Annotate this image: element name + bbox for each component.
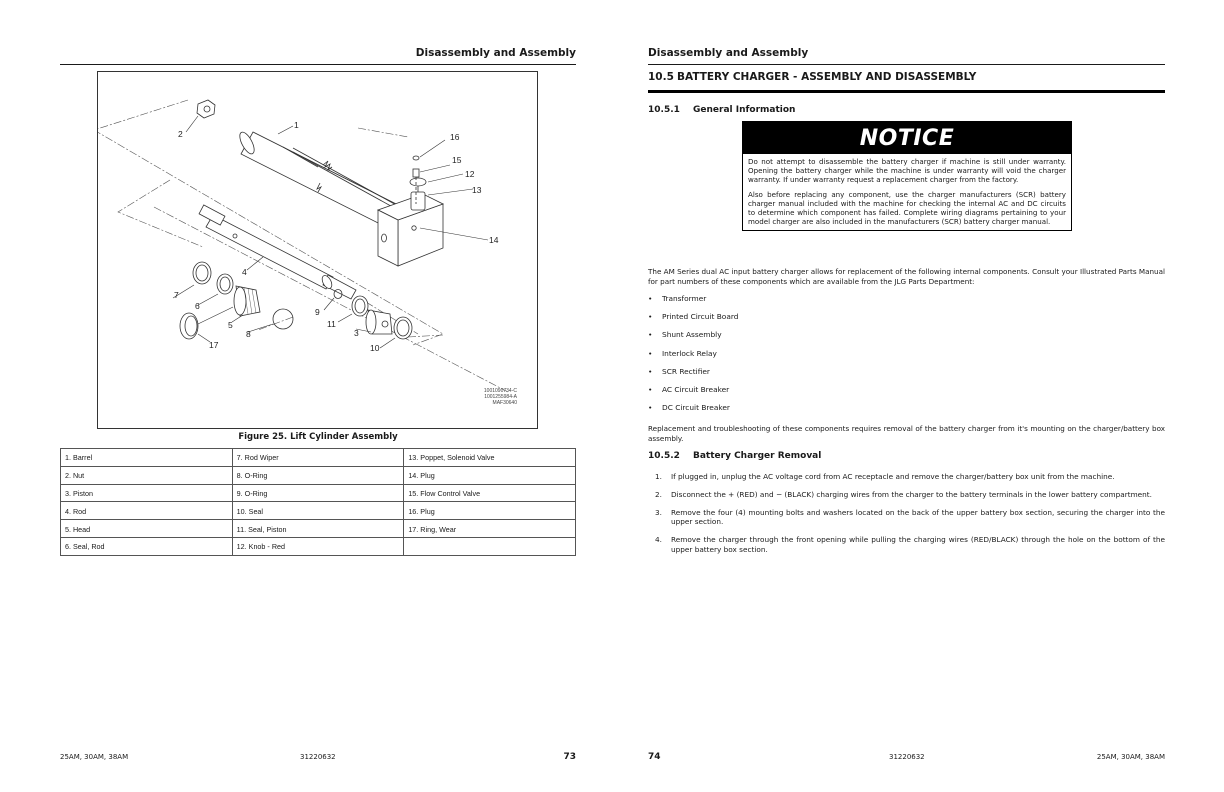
table-row [61, 466, 576, 484]
table-row [61, 484, 576, 502]
left-page [60, 0, 576, 792]
table-cell: 6. Seal, Rod [61, 537, 233, 555]
table-cell: 12. Knob - Red [232, 537, 404, 555]
list-item-label: SCR Rectifier [662, 366, 710, 376]
footer-models: 25AM, 30AM, 38AM [1096, 753, 1165, 761]
parts-legend-table [60, 448, 576, 556]
page-number: 73 [563, 752, 576, 762]
replacement-note: Replacement and troubleshooting of these components requires removal of the battery charger from it's mounting on the charger/battery box assembly. [648, 424, 1165, 443]
drawing-code: 1001090734-C [483, 388, 517, 394]
component-list [648, 294, 738, 421]
table-cell: 11. Seal, Piston [232, 520, 404, 538]
step-text: Remove the four (4) mounting bolts and washers located on the back of the upper battery box section, securing the charger into the upper section. [671, 507, 1165, 527]
figure-drawing-codes [484, 388, 517, 406]
bullet-icon: • [648, 403, 653, 413]
header-rule [60, 64, 576, 65]
drawing-code: MAF30640 [492, 400, 517, 406]
bullet-icon: • [648, 330, 653, 340]
table-cell: 7. Rod Wiper [232, 449, 404, 467]
notice-heading: NOTICE [743, 122, 1071, 154]
svg-text:11: 11 [327, 319, 336, 329]
list-item [648, 312, 738, 330]
table-row [61, 520, 576, 538]
table-cell: 13. Poppet, Solenoid Valve [404, 449, 576, 467]
table-row [61, 537, 576, 555]
step-text: Disconnect the + (RED) and − (BLACK) charging wires from the charger to the battery terminals in the lower battery compartment. [671, 489, 1152, 499]
list-item-label: AC Circuit Breaker [662, 384, 730, 394]
section-title: BATTERY CHARGER - ASSEMBLY AND DISASSEMBLY [677, 71, 977, 83]
footer-models: 25AM, 30AM, 38AM [60, 753, 129, 761]
subsection-heading [648, 105, 795, 115]
notice-paragraph: Do not attempt to disassemble the battery charger if machine is still under warranty. Opening the battery charger while the machine is under warranty will void the charger warranty. If under warranty request a replacement charger from the factory. [748, 157, 1066, 185]
lift-cylinder-figure [97, 71, 538, 429]
step-item [648, 472, 1165, 482]
list-item [648, 403, 738, 421]
svg-text:1: 1 [294, 120, 299, 130]
step-number: 2. [655, 489, 662, 499]
exploded-view-drawing [98, 72, 537, 428]
table-row [61, 502, 576, 520]
list-item [648, 349, 738, 367]
list-item-label: DC Circuit Breaker [662, 403, 730, 413]
list-item [648, 367, 738, 385]
running-head: Disassembly and Assembly [648, 47, 809, 59]
removal-steps [648, 472, 1165, 563]
table-cell: 3. Piston [61, 484, 233, 502]
svg-text:14: 14 [489, 235, 499, 245]
list-item-label: Printed Circuit Board [662, 312, 739, 322]
table-cell: 4. Rod [61, 502, 233, 520]
bullet-icon: • [648, 312, 653, 322]
page-number: 74 [648, 752, 661, 762]
footer-doc-number: 31220632 [300, 753, 336, 761]
bullet-icon: • [648, 384, 653, 394]
figure-caption: Figure 25. Lift Cylinder Assembly [238, 432, 398, 442]
section-rule [648, 90, 1165, 93]
svg-text:3: 3 [354, 328, 359, 338]
table-cell: 15. Flow Control Valve [404, 484, 576, 502]
notice-body [743, 154, 1071, 230]
step-number: 3. [655, 507, 662, 517]
svg-text:16: 16 [450, 132, 460, 142]
notice-paragraph: Also before replacing any component, use the charger manufacturers (SCR) battery charger manual included with the machine for checking the internal AC and DC circuits to determine which component has failed. Complete wiring diagrams pertaining to your model charger are also included in the manufacturers (SCR) battery charger manual. [748, 189, 1066, 227]
list-item [648, 294, 738, 312]
svg-text:4: 4 [242, 267, 247, 277]
step-item [648, 508, 1165, 528]
footer-doc-number: 31220632 [889, 753, 925, 761]
list-item-label: Shunt Assembly [662, 330, 722, 340]
svg-text:15: 15 [452, 155, 462, 165]
list-item-label: Interlock Relay [662, 348, 717, 358]
step-text: Remove the charger through the front opening while pulling the charging wires (RED/BLACK) through the hole on the bottom of the upper battery box section. [671, 535, 1165, 554]
drawing-code: 1001255984-A [484, 394, 517, 400]
list-item [648, 385, 738, 403]
notice-box [742, 121, 1072, 231]
subsection-number: 10.5.1 [648, 105, 680, 115]
svg-text:2: 2 [178, 129, 183, 139]
list-item-label: Transformer [662, 294, 707, 303]
step-text: If plugged in, unplug the AC voltage cord from AC receptacle and remove the charger/battery box unit from the machine. [671, 472, 1115, 481]
table-cell: 8. O-Ring [232, 466, 404, 484]
bullet-icon: • [648, 348, 653, 358]
svg-text:10: 10 [370, 343, 380, 353]
table-cell: 16. Plug [404, 502, 576, 520]
table-cell: 2. Nut [61, 466, 233, 484]
table-cell: 1. Barrel [61, 449, 233, 467]
svg-text:5: 5 [228, 320, 233, 330]
intro-paragraph: The AM Series dual AC input battery charger allows for replacement of the following internal components. Consult your Illustrated Parts Manual for part numbers of these components which are available from the JLG Parts Department: [648, 267, 1165, 286]
subsection-title: General Information [693, 105, 796, 115]
table-cell: 10. Seal [232, 502, 404, 520]
header-rule [648, 64, 1165, 65]
step-item [648, 490, 1165, 500]
svg-text:13: 13 [472, 185, 482, 195]
svg-text:6: 6 [195, 301, 200, 311]
table-cell: 9. O-Ring [232, 484, 404, 502]
svg-text:7: 7 [174, 290, 179, 300]
subsection-title: Battery Charger Removal [693, 451, 822, 461]
bullet-icon: • [648, 294, 653, 303]
subsection-number: 10.5.2 [648, 451, 680, 461]
table-cell: 17. Ring, Wear [404, 520, 576, 538]
table-row [61, 449, 576, 467]
table-cell: 14. Plug [404, 466, 576, 484]
step-item [648, 535, 1165, 555]
section-number: 10.5 [648, 71, 674, 83]
svg-text:17: 17 [209, 340, 219, 350]
section-heading [648, 71, 976, 83]
step-number: 4. [655, 535, 662, 545]
table-cell [404, 537, 576, 555]
bullet-icon: • [648, 366, 653, 376]
running-head: Disassembly and Assembly [415, 47, 576, 59]
list-item [648, 330, 738, 348]
step-number: 1. [655, 472, 662, 481]
right-page [648, 0, 1165, 792]
svg-text:8: 8 [246, 329, 251, 339]
subsection-heading [648, 451, 821, 461]
svg-text:12: 12 [465, 169, 475, 179]
svg-text:9: 9 [315, 307, 320, 317]
table-cell: 5. Head [61, 520, 233, 538]
